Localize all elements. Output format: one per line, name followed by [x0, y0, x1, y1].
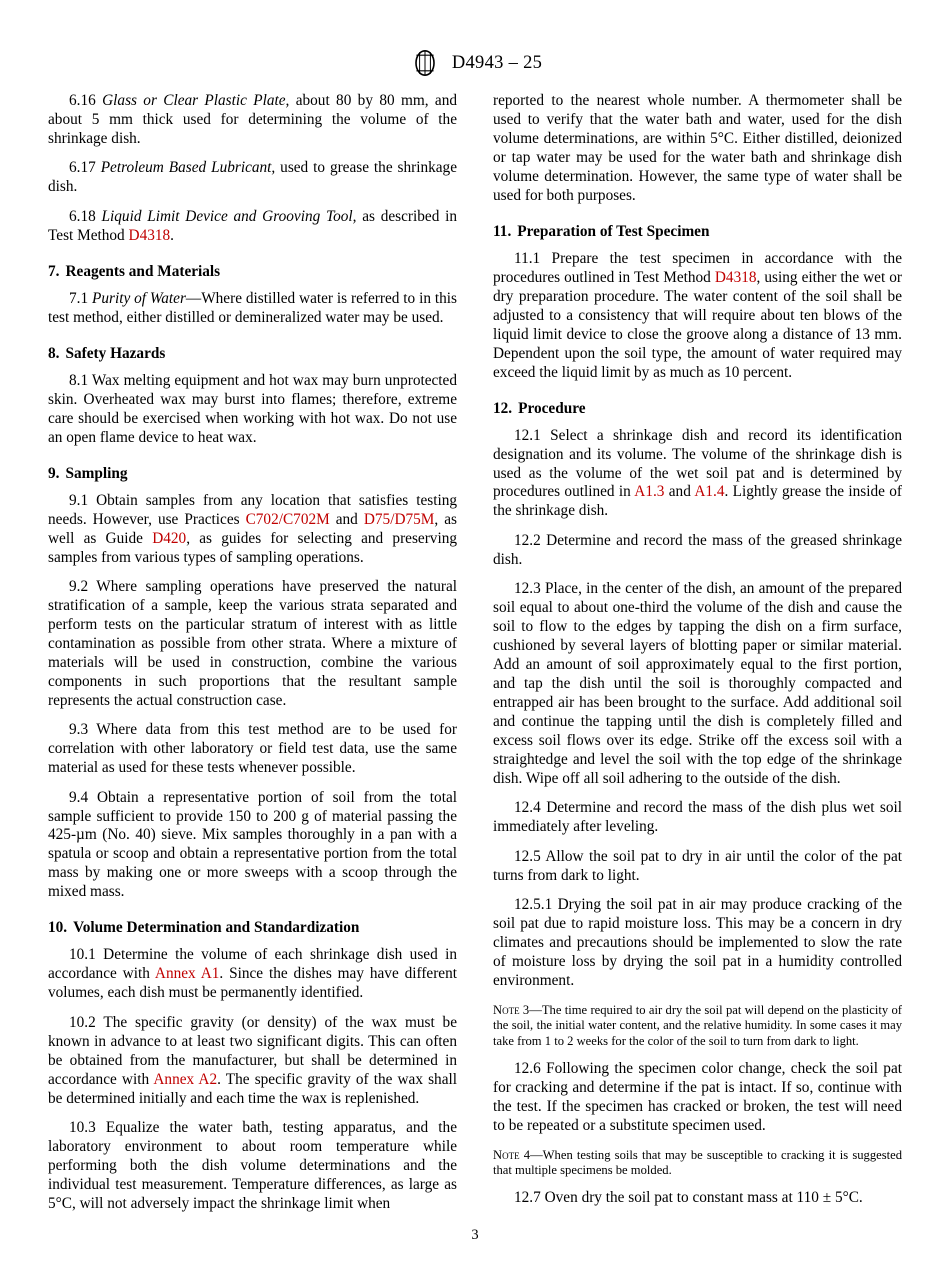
- paragraph-text: Obtain samples from any location that satisfies testing needs. However, use Practices: [48, 491, 457, 528]
- section-heading: [48, 262, 457, 281]
- paragraph-text: Prepare the test specimen in accordance with the procedures outlined in Test Method: [493, 249, 902, 286]
- paragraph-number: 9.1: [69, 491, 89, 509]
- body-paragraph: [493, 896, 902, 991]
- paragraph-text: Wax melting equipment and hot wax may burn unprotected skin. Overheated wax may burst into flames; therefore, extreme care should be exercised when working with hot wax. Do not use an open flame device to heat wax.: [48, 371, 457, 446]
- paragraph-text: and: [664, 483, 695, 501]
- body-paragraph: [48, 1119, 457, 1214]
- section-heading: [493, 399, 902, 418]
- two-column-body: [48, 92, 902, 1224]
- section-title: Procedure: [518, 399, 586, 417]
- paragraph-text: about 80 by 80 mm, and about 5 mm thick used for determining the volume of the shrinkage dish.: [48, 92, 457, 147]
- term-italic: Petroleum Based Lubricant,: [95, 159, 276, 177]
- standard-reference-link[interactable]: Annex A2: [153, 1070, 218, 1088]
- section-heading: [48, 918, 457, 937]
- paragraph-number: 6.16: [69, 92, 96, 109]
- standard-reference-link[interactable]: D75/D75M: [363, 510, 435, 528]
- note-label: Note 3: [493, 1002, 530, 1017]
- body-paragraph: [493, 580, 902, 788]
- paragraph-number: 10.1: [69, 946, 96, 964]
- paragraph-text: Following the specimen color change, check the soil pat for cracking and determine if the pat is intact. If so, continue with the test. If the specimen has cracked or broken, the test will need to be repeated or a substitute specimen used.: [493, 1059, 902, 1134]
- note-paragraph: [493, 1003, 902, 1049]
- paragraph-number: 11.1: [514, 249, 541, 267]
- paragraph-text: Place, in the center of the dish, an amount of the prepared soil equal to about one-third the volume of the dish and cause the soil to flow to the edges by tapping the dish on a firm surface, cushioned by several layers of blotting paper or similar material. Add an amount of soil approximately equal to the first portion, and tap the dish until the soil is thoroughly compacted and entrapped air has been brought to the surface. Add additional soil and continue the tapping until the dish is completely filled and excess soil flows over its edge. Strike off the excess soil with a straightedge and level the soil with the top edge of the shrinkage dish. Wipe off all soil adhering to the outside of the dish.: [493, 580, 902, 787]
- note-text: —When testing soils that may be susceptible to cracking it is suggested that multiple specimens be molded.: [493, 1147, 902, 1178]
- right-column: [493, 92, 902, 1224]
- standard-reference-link[interactable]: D420: [152, 529, 187, 547]
- paragraph-number: 9.4: [69, 788, 89, 806]
- body-paragraph: [493, 1060, 902, 1136]
- paragraph-text: Select a shrinkage dish and record its identification designation and its volume. The volume of the shrinkage dish is used as the volume of the wet soil pat and is determined by procedures outlined in: [493, 426, 902, 501]
- section-number: 9.: [48, 464, 60, 482]
- page-header: [0, 50, 950, 76]
- body-paragraph: [48, 1014, 457, 1109]
- body-paragraph: [493, 92, 902, 206]
- paragraph-text: Drying the soil pat in air may produce cracking of the soil pat due to rapid moisture loss. This may be a concern in dry climates and precautions should be implemented to slow the rate of moisture loss by drying the soil pat in a humidity controlled environment.: [493, 896, 902, 989]
- paragraph-number: 12.4: [514, 799, 541, 817]
- term-italic: Glass or Clear Plastic Plate,: [95, 92, 290, 109]
- paragraph-text: Allow the soil pat to dry in air until the color of the pat turns from dark to light.: [493, 847, 902, 884]
- paragraph-text: . The specific gravity of the wax shall be determined initially and each time the wax is replenished.: [48, 1070, 457, 1107]
- paragraph-text: , as guides for selecting and preserving samples from various types of sampling operations.: [48, 529, 457, 566]
- paragraph-number: 12.3: [514, 580, 541, 598]
- paragraph-text: —Where distilled water is referred to in this test method, either distilled or demineralized water may be used.: [48, 289, 457, 326]
- paragraph-text: , using either the wet or dry preparation procedure. The water content of the soil shall be adjusted to a consistency that will require about ten blows of the liquid limit device to close the groove along a distance of 13 mm. Dependent upon the soil type, the amount of water required may exceed the liquid limit by as much as 10 percent.: [493, 268, 902, 381]
- paragraph-number: 6.17: [69, 159, 96, 177]
- section-title: Reagents and Materials: [65, 262, 221, 280]
- section-heading: [493, 222, 902, 241]
- note-text: —The time required to air dry the soil pat will depend on the plasticity of the soil, the initial water content, and the relative humidity. In some cases it may take from 1 to 2 weeks for the color of the soil to turn from dark to light.: [493, 1002, 902, 1048]
- astm-logo-icon: [408, 50, 442, 76]
- paragraph-number: 12.7: [514, 1189, 541, 1207]
- paragraph-number: 6.18: [69, 207, 96, 225]
- standard-reference-link[interactable]: A1.4: [694, 483, 725, 501]
- standard-reference-link[interactable]: A1.3: [634, 483, 665, 501]
- section-title: Sampling: [65, 464, 128, 482]
- note-paragraph: [493, 1148, 902, 1179]
- page-number: 3: [471, 1227, 479, 1243]
- section-title: Volume Determination and Standardization: [73, 919, 360, 937]
- paragraph-number: 8.1: [69, 371, 89, 389]
- paragraph-text: , as well as Guide: [48, 510, 457, 547]
- note-label: Note 4: [493, 1147, 531, 1162]
- paragraph-number: 12.5.1: [514, 896, 553, 914]
- section-heading: [48, 344, 457, 363]
- body-paragraph: [48, 92, 457, 149]
- paragraph-text: Where data from this test method are to be used for correlation with other laboratory or field test data, use the same material as used for these tests whenever possible.: [48, 721, 457, 777]
- paragraph-text: Determine and record the mass of the greased shrinkage dish.: [493, 531, 902, 568]
- section-title: Preparation of Test Specimen: [517, 222, 710, 240]
- paragraph-text: Where sampling operations have preserved the natural stratification of a sample, keep the various strata separated and perform tests on the particular stratum of interest with as little contamination as possible from other strata. Where a mixture of materials will be used in construction, combine the various components in such proportions that the resultant sample represents the actual construction case.: [48, 578, 457, 709]
- paragraph-number: 7.1: [69, 289, 89, 307]
- paragraph-text: Obtain a representative portion of soil from the total sample sufficient to provide 150 to 200 g of material passing the 425-µm (No. 40) sieve. Mix samples thoroughly in a pan with a spatula or scoop and obtain a representative portion from the total mass by making one or more sweeps with a scoop through the mixed mass.: [48, 788, 457, 901]
- left-column: [48, 92, 457, 1224]
- standard-reference-link[interactable]: D4318: [128, 226, 171, 244]
- term-italic: Liquid Limit Device and Grooving Tool,: [95, 207, 357, 225]
- paragraph-number: 12.5: [514, 847, 541, 865]
- paragraph-text: Equalize the water bath, testing apparatus, and the laboratory environment to about room temperature while performing both the dish volume determinations and the individual test measurement. Temperature differences, as large as 5°C, will not adversely impact the shrinkage limit when: [48, 1119, 457, 1212]
- body-paragraph: [48, 208, 457, 246]
- paragraph-number: 12.6: [514, 1059, 541, 1077]
- paragraph-text: Oven dry the soil pat to constant mass at 110 ± 5°C.: [540, 1189, 863, 1207]
- paragraph-text: and: [329, 510, 364, 528]
- term-italic: Purity of Water: [88, 289, 186, 307]
- body-paragraph: [493, 250, 902, 383]
- paragraph-text: reported to the nearest whole number. A thermometer shall be used to verify that the water bath and water, used for the dish volume determinations, are within 5°C. Either distilled, deionized or tap water may be used for the water bath and shrinkage dish volume determination. However, the same type of water shall be used for both purposes.: [493, 92, 902, 204]
- body-paragraph: [48, 290, 457, 328]
- body-paragraph: [48, 159, 457, 197]
- paragraph-text: Determine and record the mass of the dish plus wet soil immediately after leveling.: [493, 799, 902, 836]
- paragraph-number: 9.3: [69, 721, 89, 739]
- section-heading: [48, 464, 457, 483]
- section-number: 8.: [48, 344, 60, 362]
- paragraph-number: 12.2: [514, 531, 541, 549]
- body-paragraph: [48, 578, 457, 711]
- body-paragraph: [493, 1189, 902, 1208]
- section-number: 7.: [48, 262, 60, 280]
- body-paragraph: [493, 427, 902, 522]
- section-number: 11.: [493, 222, 512, 240]
- paragraph-number: 10.3: [69, 1119, 96, 1137]
- body-paragraph: [48, 721, 457, 778]
- paragraph-text: used to grease the shrinkage dish.: [48, 159, 457, 196]
- body-paragraph: [493, 532, 902, 570]
- body-paragraph: [493, 848, 902, 886]
- body-paragraph: [48, 372, 457, 448]
- paragraph-text: Determine the volume of each shrinkage dish used in accordance with: [48, 946, 457, 983]
- document-designation: D4943 – 25: [451, 52, 543, 73]
- body-paragraph: [493, 799, 902, 837]
- standard-reference-link[interactable]: C702/C702M: [245, 510, 330, 528]
- section-title: Safety Hazards: [65, 344, 166, 362]
- paragraph-number: 9.2: [69, 578, 89, 596]
- standard-reference-link[interactable]: Annex A1: [154, 965, 220, 983]
- body-paragraph: [48, 946, 457, 1003]
- standard-reference-link[interactable]: D4318: [714, 268, 757, 286]
- paragraph-text: The specific gravity (or density) of the wax must be known in advance to at least two significant digits. This can often be obtained from the manufacturer, but shall be determined in accordance with: [48, 1013, 457, 1088]
- section-number: 10.: [48, 919, 68, 937]
- paragraph-text: .: [170, 226, 174, 244]
- body-paragraph: [48, 492, 457, 568]
- body-paragraph: [48, 789, 457, 903]
- paragraph-number: 12.1: [514, 426, 541, 444]
- section-number: 12.: [493, 399, 513, 417]
- paragraph-text: . Lightly grease the inside of the shrinkage dish.: [493, 483, 903, 520]
- paragraph-text: . Since the dishes may have different volumes, each dish must be permanently identified.: [48, 965, 457, 1002]
- paragraph-number: 10.2: [69, 1013, 96, 1031]
- paragraph-text: as described in Test Method: [48, 207, 457, 244]
